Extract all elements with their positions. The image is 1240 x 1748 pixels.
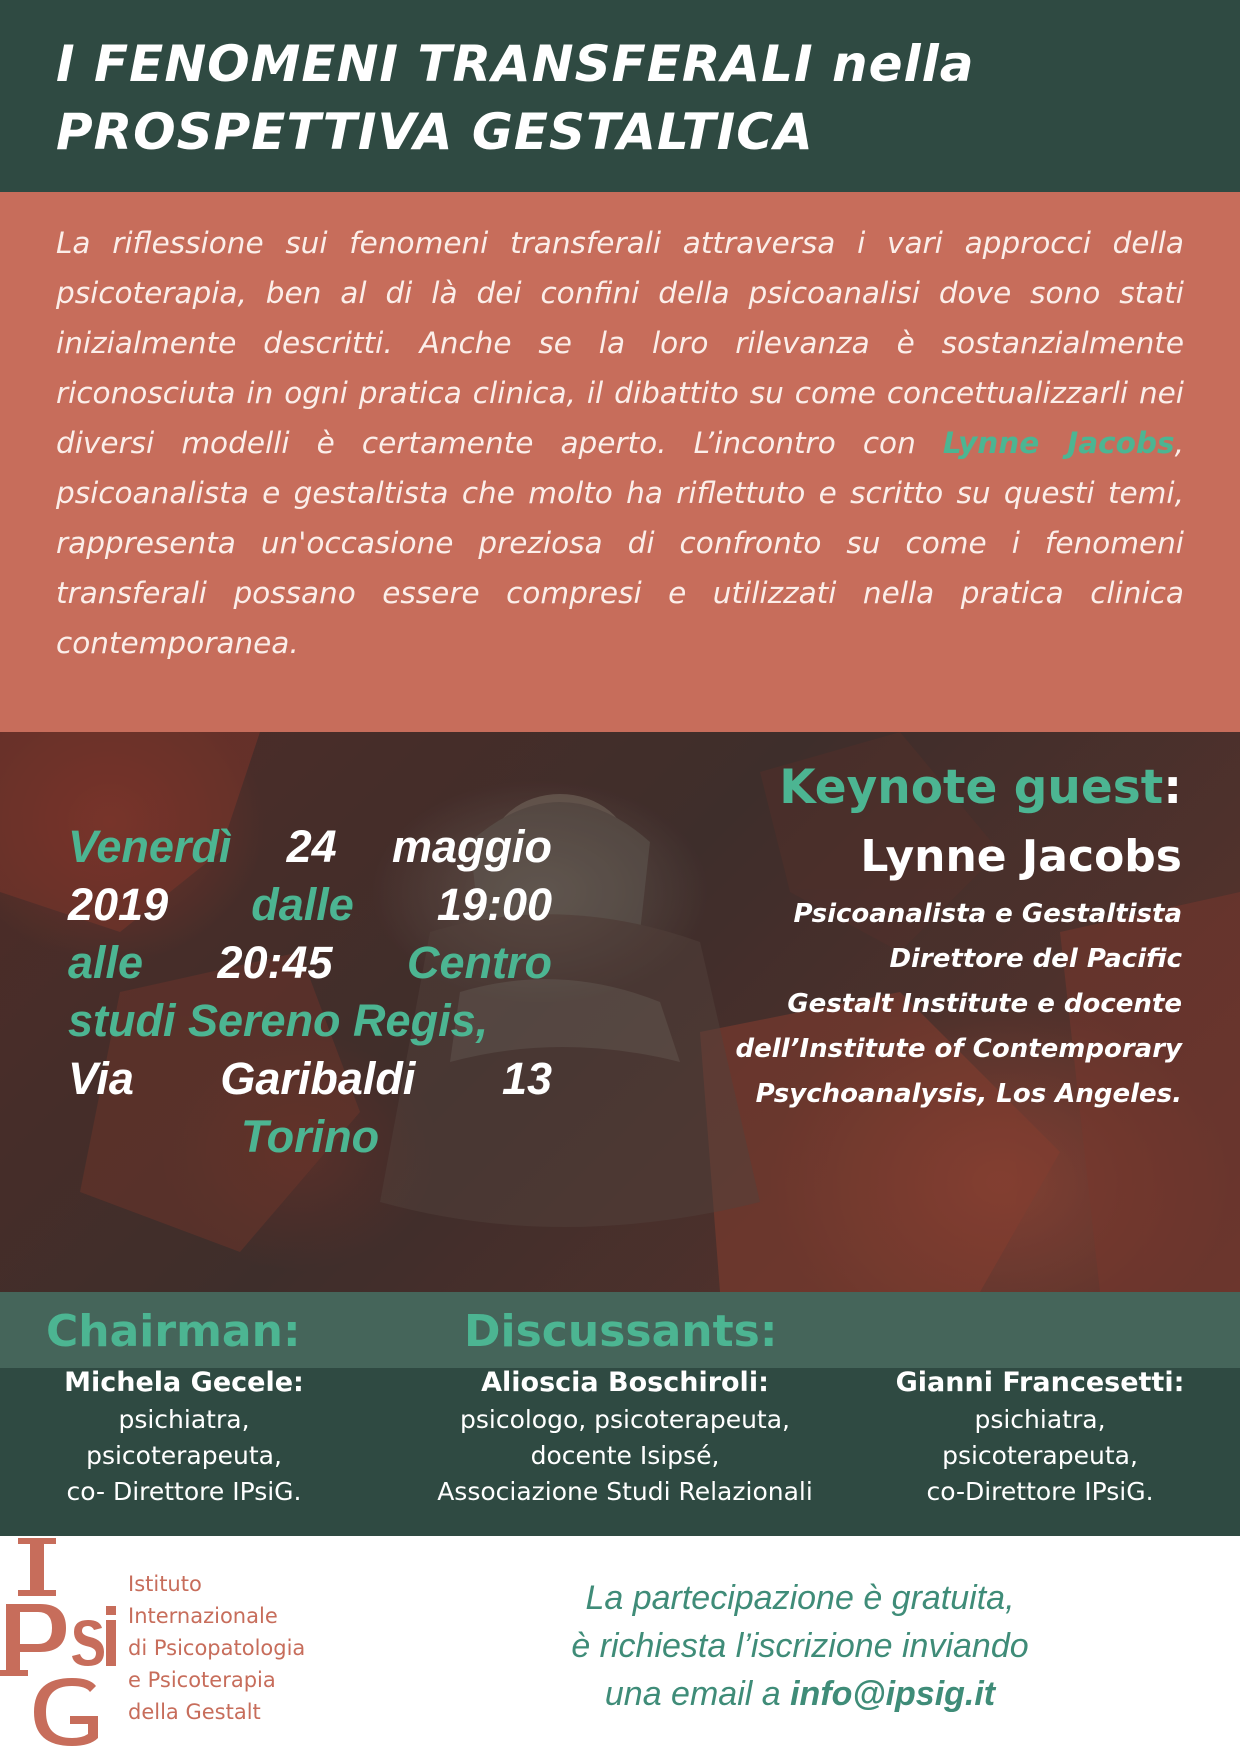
institute-name-line: Istituto	[128, 1572, 202, 1596]
intro-paragraph	[56, 218, 1184, 668]
registration-line: è richiesta l’iscrizione inviando	[571, 1627, 1029, 1665]
keynote-guest-role	[622, 892, 1182, 1117]
event-end-time: 20:45	[217, 937, 333, 988]
event-street-number: 13	[501, 1053, 552, 1104]
event-start-time: 19:00	[436, 879, 552, 930]
registration-info	[480, 1574, 1120, 1718]
intro-text-part1: La riflessione sui fenomeni transferali attraversa i vari approcci della psicoterapia, ben al di là dei confini della psicoanalisi dove sono stati inizialmente descritti. Anche se la loro rilevanza è sostanzialmente riconosciuta in ogni pratica clinica, il dibattito su come concettualizzarli nei diversi modelli è certamente aperto. L’incontro con	[56, 226, 1184, 460]
event-row-venue	[68, 992, 552, 1050]
event-details	[68, 818, 552, 1166]
guest-role-line: dell’Institute of Contemporary	[735, 1034, 1182, 1064]
institute-name	[128, 1568, 305, 1728]
keynote-guest-name: Lynne Jacobs	[860, 831, 1182, 882]
page-title	[56, 30, 1206, 166]
chairman-card	[40, 1364, 328, 1510]
discussant-card	[400, 1364, 850, 1510]
event-year: 2019	[68, 879, 169, 930]
event-to-word: alle	[68, 937, 144, 988]
event-photo-band	[0, 732, 1240, 1292]
discussant-role-line: Associazione Studi Relazionali	[437, 1477, 813, 1506]
event-city: Torino	[240, 1111, 380, 1162]
chairman-role-line: psichiatra,	[118, 1405, 250, 1434]
guest-role-line: Gestalt Institute e docente	[787, 989, 1182, 1019]
intro-text-part2: , psicoanalista e gestaltista che molto ha riflettuto e scritto su questi temi, rappresenta un'occasione preziosa di confronto su come i fenomeni transferali possano essere compresi e utilizzati nella pratica clinica contemporanea.	[56, 426, 1184, 660]
institute-name-line: Internazionale	[128, 1604, 278, 1628]
event-venue-name: studi Sereno Regis,	[68, 995, 489, 1046]
event-row-start	[68, 876, 552, 934]
keynote-label: Keynote guest	[779, 760, 1164, 815]
discussant-role-line: psichiatra,	[974, 1405, 1106, 1434]
event-venue-word: Centro	[407, 937, 552, 988]
title-banner	[0, 0, 1240, 192]
chairman-role-line: psicoterapeuta,	[86, 1441, 282, 1470]
discussant-role-line: psicologo, psicoterapeuta,	[459, 1405, 790, 1434]
event-day: Venerdì	[68, 821, 232, 872]
discussant-name: Gianni Francesetti:	[895, 1367, 1185, 1398]
discussants-heading: Discussants:	[464, 1306, 778, 1357]
registration-email-line	[480, 1670, 1120, 1718]
event-street-name: Garibaldi	[220, 1053, 416, 1104]
keynote-heading	[779, 760, 1182, 816]
event-row-date	[68, 818, 552, 876]
event-date-number: 24	[286, 821, 337, 872]
intro-section	[0, 192, 1240, 732]
event-row-street	[68, 1050, 552, 1108]
footer	[0, 1536, 1240, 1748]
guest-role-line: Psicoanalista e Gestaltista	[793, 899, 1182, 929]
discussant-name: Alioscia Boschiroli:	[481, 1367, 769, 1398]
guest-role-line: Direttore del Pacific	[889, 944, 1182, 974]
institute-name-line: e Psicoterapia	[128, 1668, 276, 1692]
event-street-via: Via	[68, 1053, 134, 1104]
chairman-name: Michela Gecele:	[64, 1367, 304, 1398]
registration-line: La partecipazione è gratuita,	[585, 1579, 1015, 1617]
event-row-end	[68, 934, 552, 992]
title-line-2: PROSPETTIVA GESTALTICA	[56, 103, 814, 161]
discussant-role-line: docente Isipsé,	[530, 1441, 720, 1470]
chairman-heading: Chairman:	[46, 1306, 301, 1357]
institute-name-line: della Gestalt	[128, 1700, 261, 1724]
ipsig-logo-icon	[0, 1536, 118, 1748]
chairman-role-line: co- Direttore IPsiG.	[66, 1477, 302, 1506]
event-from-word: dalle	[251, 879, 354, 930]
discussant-role-line: co-Direttore IPsiG.	[926, 1477, 1154, 1506]
title-line-1: I FENOMENI TRANSFERALI nella	[56, 35, 975, 93]
guest-role-line: Psychoanalysis, Los Angeles.	[755, 1079, 1182, 1109]
event-month: maggio	[391, 821, 552, 872]
speakers-section	[0, 1292, 1240, 1536]
event-row-city	[68, 1108, 552, 1166]
discussant-role-line: psicoterapeuta,	[942, 1441, 1138, 1470]
discussant-card	[880, 1364, 1200, 1510]
registration-email-prefix: una email a	[604, 1675, 791, 1713]
institute-name-line: di Psicopatologia	[128, 1636, 306, 1660]
intro-highlight-name: Lynne Jacobs	[942, 426, 1175, 460]
registration-email-link[interactable]: info@ipsig.it	[790, 1675, 996, 1713]
keynote-colon: :	[1163, 760, 1182, 815]
